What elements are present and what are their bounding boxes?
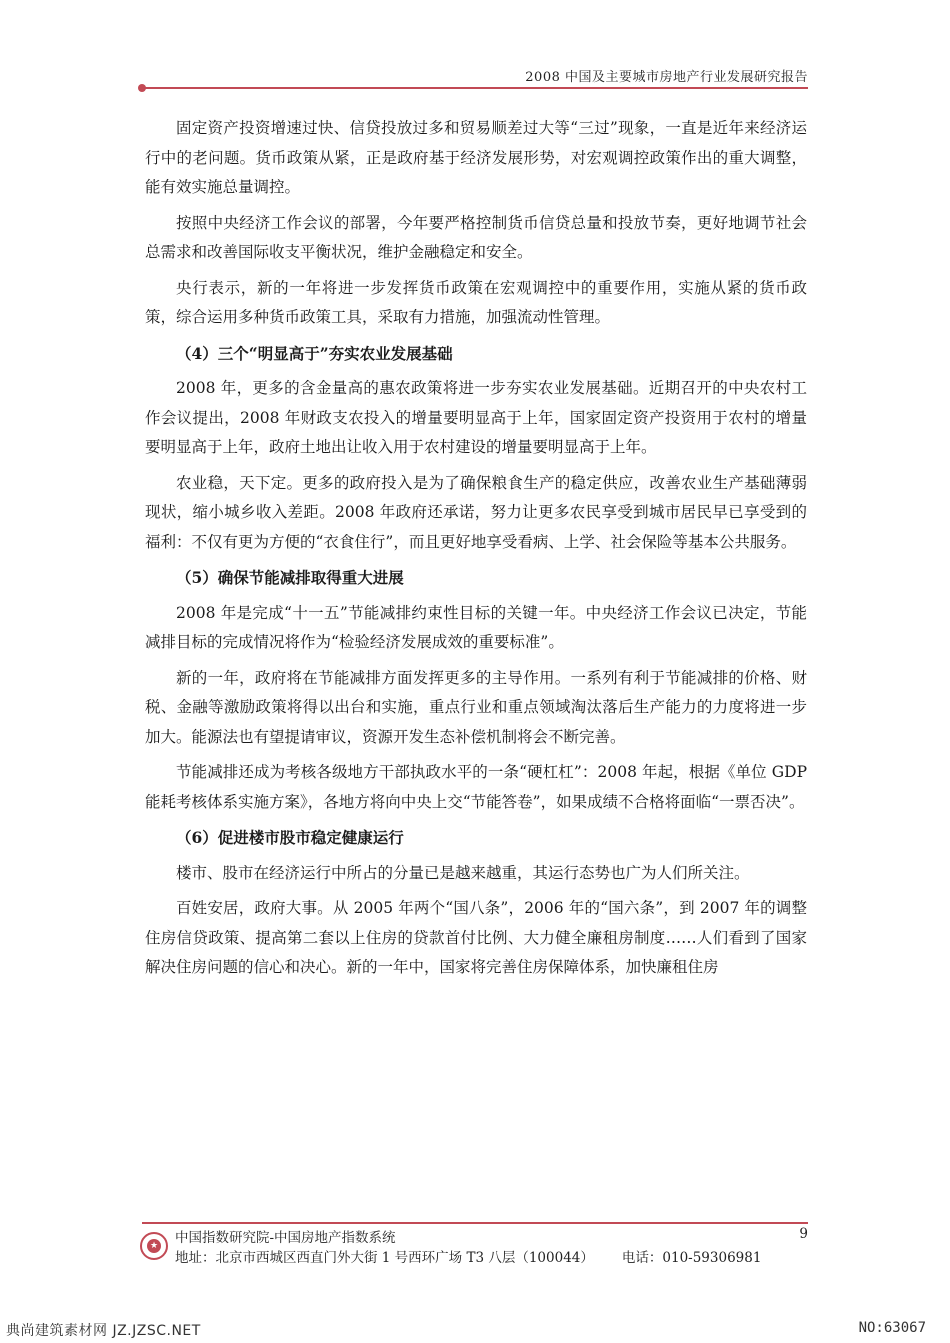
paragraph: 2008 年，更多的含金量高的惠农政策将进一步夯实农业发展基础。近期召开的中央农村工作会议提出，2008 年财政支农投入的增量要明显高于上年，国家固定资产投资用于农村的增量要明显高于上年，政府土地出让收入用于农村建设的增量要明显高于上年。 <box>145 379 807 456</box>
paragraph: 农业稳，天下定。更多的政府投入是为了确保粮食生产的稳定供应，改善农业生产基础薄弱现状，缩小城乡收入差距。2008 年政府还承诺，努力让更多农民享受到城市居民早已享受到的福利：不仅有更为方便的“衣食住行”，而且更好地享受看病、上学、社会保险等基本公共服务。 <box>145 473 807 551</box>
header-rule <box>142 87 808 89</box>
paragraph: 百姓安居，政府大事。从 2005 年两个“国八条”，2006 年的“国六条”，到 2007 年的调整住房信贷政策、提高第二套以上住房的贷款首付比例、大力健全廉租房制度……人们看到了国家解决住房问题的信心和决心。新的一年中，国家将完善住房保障体系，加快廉租住房 <box>145 899 807 976</box>
paragraph: 2008 年是完成“十一五”节能减排约束性目标的关键一年。中央经济工作会议已决定，节能减排目标的完成情况将作为“检验经济发展成效的重要标准”。 <box>145 603 807 651</box>
paragraph: 楼市、股市在经济运行中所占的分量已是越来越重，其运行态势也广为人们所关注。 <box>176 863 750 882</box>
footer-organization: 中国指数研究院-中国房地产指数系统 <box>175 1230 396 1246</box>
section-heading: （5）确保节能减排取得重大进展 <box>176 568 404 587</box>
footer-address-line <box>175 1246 761 1266</box>
logo-star-icon: ★ <box>147 1239 161 1253</box>
section-heading: （4）三个“明显高于”夯实农业发展基础 <box>176 343 453 363</box>
watermark-id: NO:63067 <box>858 1320 926 1336</box>
paragraph: 固定资产投资增速过快、信贷投放过多和贸易顺差过大等“三过”现象，一直是近年来经济运行中的老问题。货币政策从紧，正是政府基于经济发展形势，对宏观调控政策作出的重大调整，能有效实施总量调控。 <box>145 119 807 196</box>
header-title: 2008 中国及主要城市房地产行业发展研究报告 <box>525 70 808 85</box>
footer-address: 地址：北京市西城区西直门外大街 1 号西环广场 T3 八层（100044） <box>175 1250 594 1266</box>
document-body <box>145 114 807 989</box>
page-number: 9 <box>799 1226 808 1242</box>
china-index-logo-icon <box>140 1232 168 1260</box>
paragraph: 新的一年，政府将在节能减排方面发挥更多的主导作用。一系列有利于节能减排的价格、财税、金融等激励政策将得以出台和实施，重点行业和重点领域淘汰落后生产能力的力度将进一步加大。能源法也有望提请审议，资源开发生态补偿机制将会不断完善。 <box>145 668 807 746</box>
paragraph: 按照中央经济工作会议的部署，今年要严格控制货币信贷总量和投放节奏，更好地调节社会总需求和改善国际收支平衡状况，维护金融稳定和安全。 <box>145 213 807 261</box>
paragraph: 节能减排还成为考核各级地方干部执政水平的一条“硬杠杠”：2008 年起，根据《单位 GDP 能耗考核体系实施方案》，各地方将向中央上交“节能答卷”，如果成绩不合格将面临“一票否决”。 <box>145 763 807 811</box>
watermark-site: 典尚建筑素材网 JZ.JZSC.NET <box>6 1323 201 1339</box>
section-heading: （6）促进楼市股市稳定健康运行 <box>176 828 404 847</box>
footer-phone: 电话：010-59306981 <box>621 1250 762 1266</box>
paragraph: 央行表示，新的一年将进一步发挥货币政策在宏观调控中的重要作用，实施从紧的货币政策，综合运用多种货币政策工具，采取有力措施，加强流动性管理。 <box>145 278 807 326</box>
footer-rule <box>142 1222 808 1224</box>
